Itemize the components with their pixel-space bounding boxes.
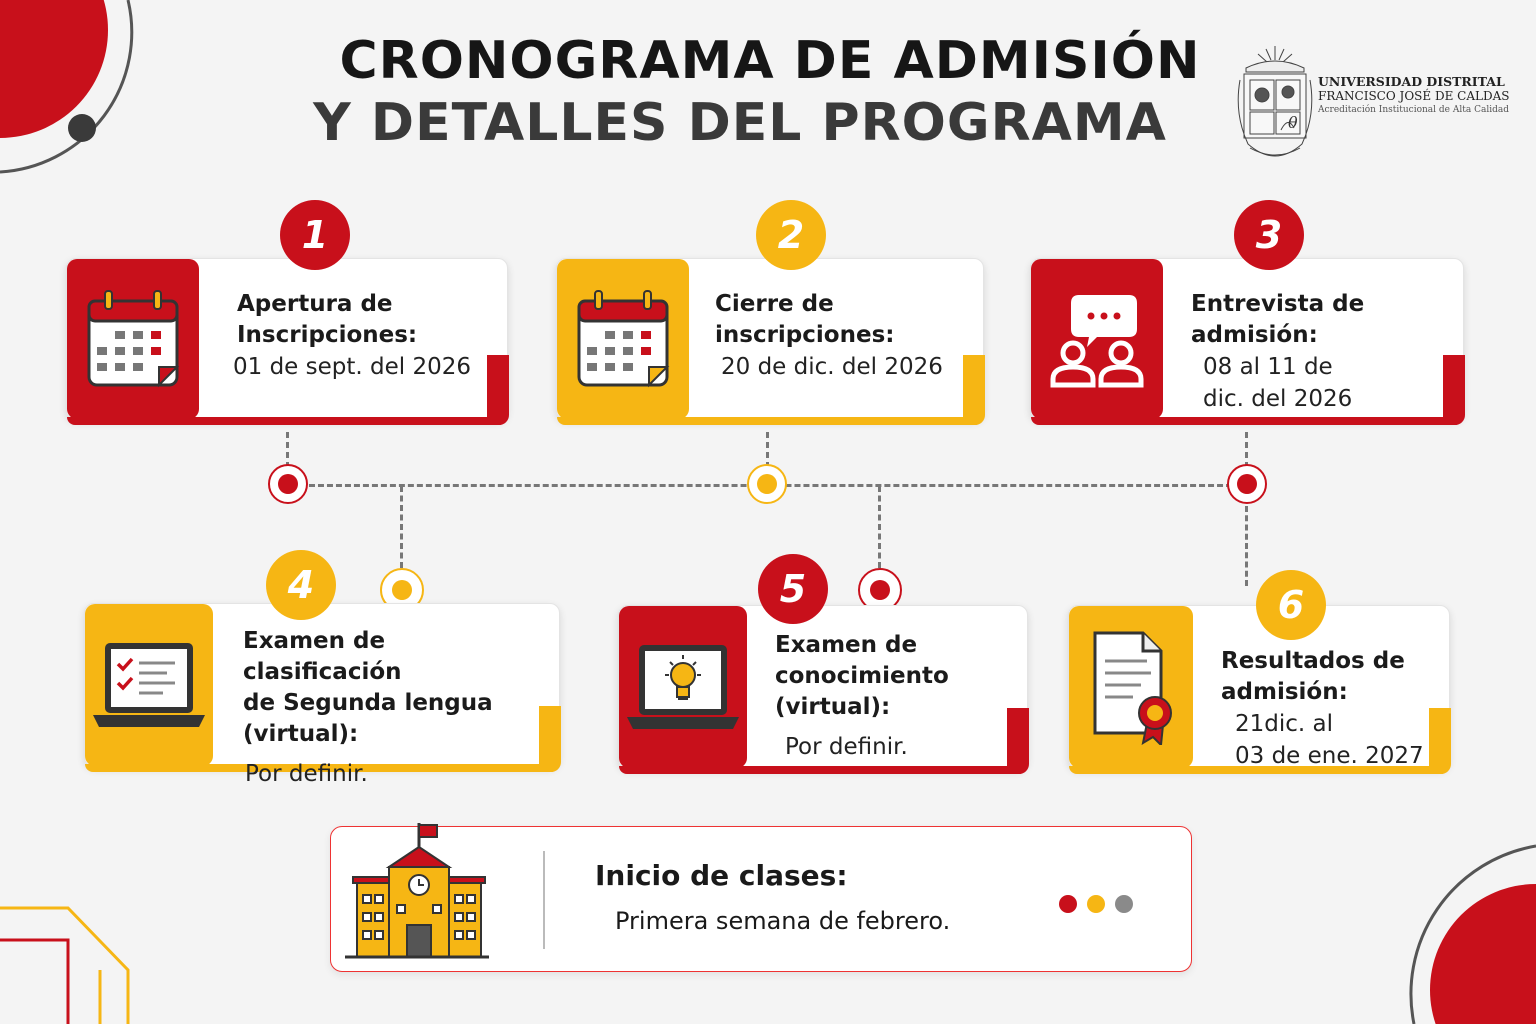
step-3-date-line-2: dic. del 2026 <box>1203 386 1353 412</box>
svg-text:θ: θ <box>1288 113 1298 132</box>
step-1-number-badge: 1 <box>280 200 350 270</box>
step-card-6 <box>1068 605 1450 769</box>
step-3-title-line-1: Entrevista de <box>1191 291 1365 317</box>
class-start-title: Inicio de clases: <box>595 859 848 892</box>
step-4-title-line-1: Examen de clasificación <box>243 628 402 685</box>
step-2-number-badge: 2 <box>756 200 826 270</box>
connector-step-3 <box>1245 432 1248 468</box>
logo-name-line-1: UNIVERSIDAD DISTRITAL <box>1318 74 1505 89</box>
dot-gray <box>1115 895 1133 913</box>
step-6-date-line-2: 03 de ene. 2027 <box>1235 743 1424 769</box>
step-4-date: Por definir. <box>245 761 368 787</box>
step-4-title-line-3: (virtual): <box>243 721 359 747</box>
step-6-title-line-2: admisión: <box>1221 679 1348 705</box>
step-card-4 <box>84 603 560 787</box>
step-card-3 <box>1030 258 1464 420</box>
decorative-lines-bottom-left <box>0 900 140 1024</box>
step-1-icon-box <box>67 259 199 419</box>
timeline-node-2 <box>747 464 787 504</box>
decorative-corner-bottom-right <box>1396 840 1536 1024</box>
step-card-1 <box>66 258 508 420</box>
step-5-title-line-3: (virtual): <box>775 694 891 720</box>
laptop-checklist-icon <box>91 635 207 735</box>
calendar-icon <box>83 289 183 389</box>
step-card-5 <box>618 605 1028 769</box>
step-3-title-line-2: admisión: <box>1191 322 1318 348</box>
title-line-1: CRONOGRAMA DE ADMISIÓN <box>339 31 1201 91</box>
step-2-icon-box <box>557 259 689 419</box>
university-logo <box>1236 44 1510 168</box>
dot-red <box>1059 895 1077 913</box>
step-5-date: Por definir. <box>785 734 908 760</box>
step-3-icon-box <box>1031 259 1163 419</box>
certificate-icon <box>1081 629 1181 745</box>
step-5-number-badge: 5 <box>758 554 828 624</box>
step-5-icon-box <box>619 606 747 768</box>
step-1-title-line-1: Apertura de <box>237 291 393 317</box>
connector-step-1 <box>286 432 289 468</box>
step-6-title-line-1: Resultados de <box>1221 648 1405 674</box>
university-crest-icon <box>1236 44 1314 168</box>
title-line-2: Y DETALLES DEL PROGRAMA <box>313 93 1167 153</box>
step-5-title-line-2: conocimiento <box>775 663 949 689</box>
calendar-icon <box>573 289 673 389</box>
step-1-date: 01 de sept. del 2026 <box>233 354 471 380</box>
connector-step-6 <box>1245 506 1248 586</box>
step-2-title-line-1: Cierre de <box>715 291 834 317</box>
step-1-title-line-2: Inscripciones: <box>237 322 418 348</box>
step-3-date-line-1: 08 al 11 de <box>1203 354 1333 380</box>
step-3-number-badge: 3 <box>1234 200 1304 270</box>
school-building-icon <box>345 823 489 969</box>
connector-step-5 <box>878 486 881 568</box>
dot-yellow <box>1087 895 1105 913</box>
timeline-node-3 <box>1227 464 1267 504</box>
step-6-icon-box <box>1069 606 1193 768</box>
interview-icon <box>1045 287 1149 391</box>
step-6-date-line-1: 21dic. al <box>1235 711 1334 737</box>
step-2-date: 20 de dic. del 2026 <box>721 354 943 380</box>
step-2-title-line-2: inscripciones: <box>715 322 895 348</box>
laptop-lightbulb-icon <box>625 637 741 737</box>
decorative-corner-top-left <box>0 0 140 180</box>
class-start-card <box>330 826 1192 972</box>
step-4-number-badge: 4 <box>266 550 336 620</box>
connector-step-2 <box>766 432 769 468</box>
logo-name-line-2: FRANCISCO JOSÉ DE CALDAS <box>1318 89 1510 103</box>
step-card-2 <box>556 258 984 420</box>
logo-tagline: Acreditación Institucional de Alta Calidad <box>1318 105 1509 115</box>
page-title <box>300 30 1240 154</box>
class-start-date: Primera semana de febrero. <box>615 907 951 935</box>
step-4-title-line-2: de Segunda lengua <box>243 690 493 716</box>
step-4-icon-box <box>85 604 213 766</box>
timeline-node-1 <box>268 464 308 504</box>
step-5-title-line-1: Examen de <box>775 632 918 658</box>
divider <box>543 851 545 949</box>
connector-step-4 <box>400 486 403 568</box>
step-6-number-badge: 6 <box>1256 570 1326 640</box>
